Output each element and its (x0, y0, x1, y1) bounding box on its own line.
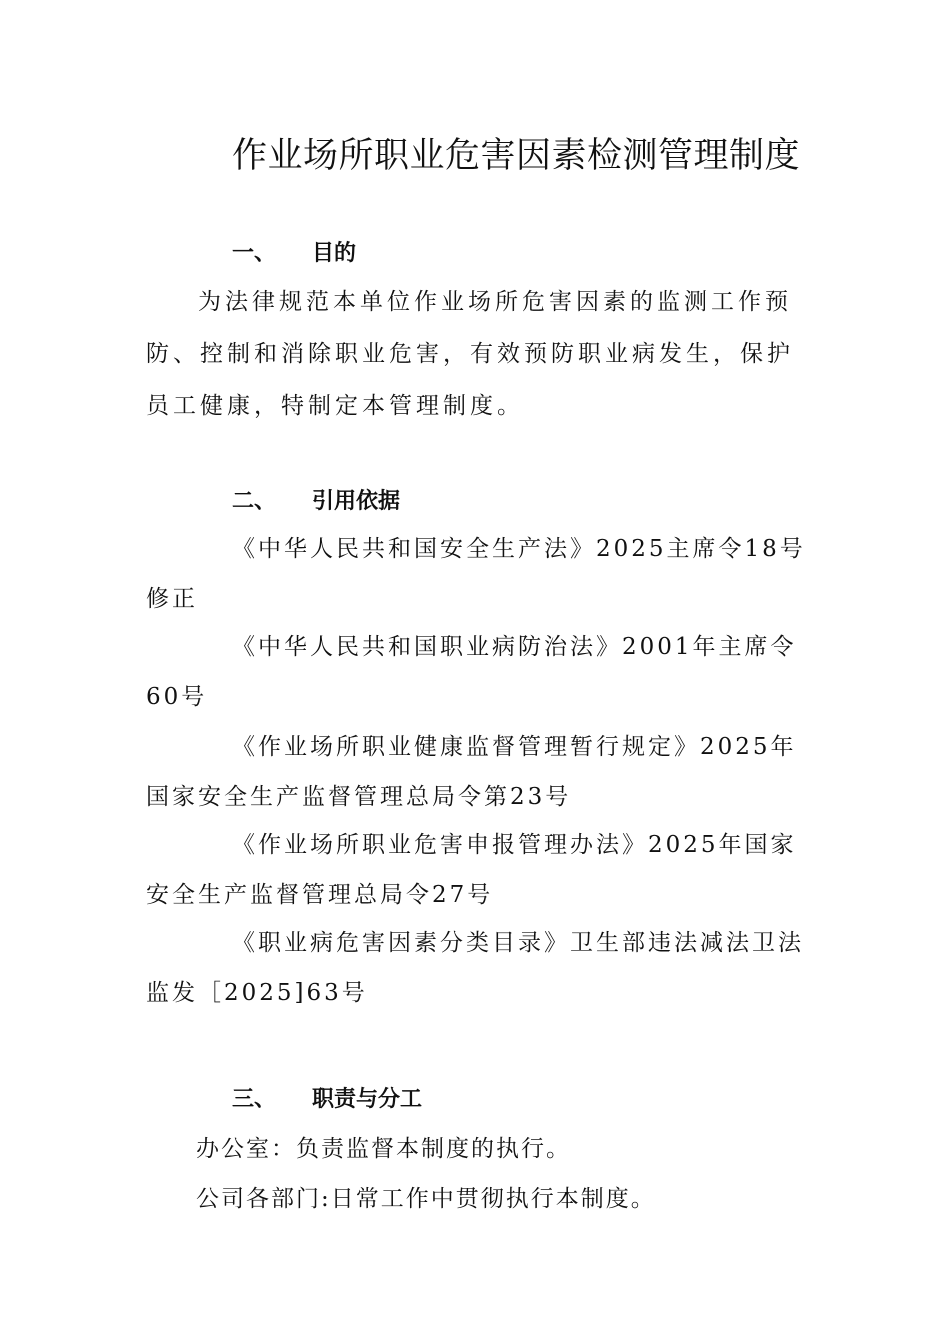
paragraph-text: 为法律规范本单位作业场所危害因素的监测工作预防、控制和消除职业危害，有效预防职业病发生，保护员工健康，特制定本管理制度。 (146, 289, 794, 419)
section-number: 三、 (232, 1087, 277, 1112)
section-title: 目的 (312, 241, 357, 266)
reference-item (146, 918, 806, 1018)
reference-item (146, 622, 806, 722)
responsibility-item: 公司各部门:日常工作中贯彻执行本制度。 (196, 1186, 656, 1212)
reference-item (146, 820, 806, 920)
reference-item (146, 524, 806, 624)
reference-text: 《职业病危害因素分类目录》卫生部违法减法卫法监发［2025]63号 (146, 930, 804, 1006)
section-title: 引用依据 (312, 489, 401, 514)
section-paragraph (146, 276, 806, 432)
reference-text: 《中华人民共和国安全生产法》2025主席令18号修正 (146, 536, 806, 612)
responsibility-item: 办公室：负责监督本制度的执行。 (196, 1136, 571, 1162)
reference-text: 《作业场所职业危害申报管理办法》2025年国家安全生产监督管理总局令27号 (146, 832, 797, 908)
reference-item (146, 722, 806, 822)
section-number: 二、 (232, 489, 277, 514)
section-heading-1 (232, 236, 356, 267)
section-title: 职责与分工 (312, 1087, 423, 1112)
section-number: 一、 (232, 241, 277, 266)
reference-text: 《作业场所职业健康监督管理暂行规定》2025年国家安全生产监督管理总局令第23号 (146, 734, 797, 810)
document-title: 作业场所职业危害因素检测管理制度 (232, 136, 801, 176)
section-heading-2 (232, 484, 400, 515)
section-heading-3 (232, 1082, 422, 1113)
reference-text: 《中华人民共和国职业病防治法》2001年主席令60号 (146, 634, 797, 710)
